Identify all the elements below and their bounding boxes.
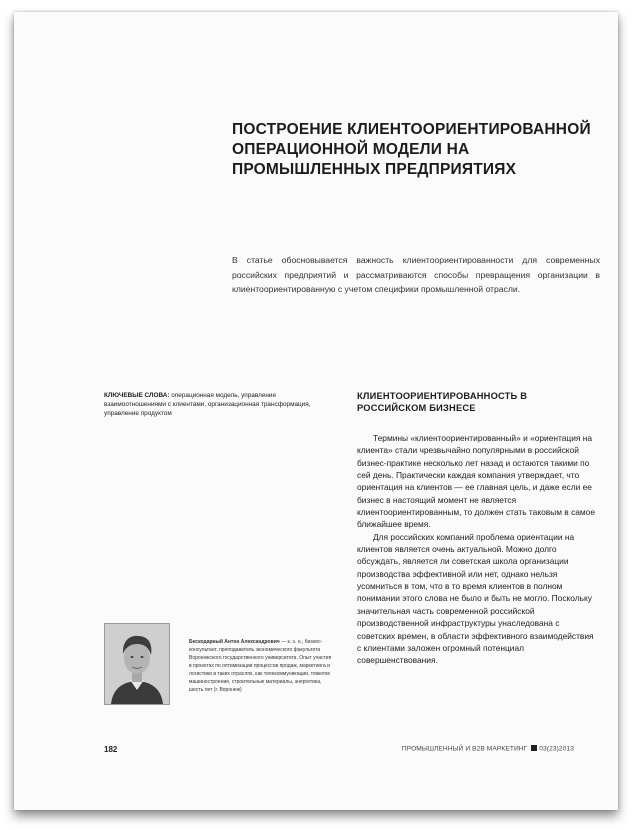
author-bio [189, 638, 334, 694]
author-photo [104, 623, 170, 705]
journal-name: ПРОМЫШЛЕННЫЙ И B2B МАРКЕТИНГ [401, 745, 528, 753]
article-abstract: В статье обосновывается важность клиентоориентированности для современных российских предприятий и рассматриваются способы превращения организации в клиентоориентированную с учетом специфики промышленной отрасли. [232, 255, 600, 294]
journal-footer [402, 745, 574, 753]
article-title: ПОСТРОЕНИЕ КЛИЕНТООРИЕНТИРОВАННОЙ ОПЕРАЦИОННОЙ МОДЕЛИ НА ПРОМЫШЛЕННЫХ ПРЕДПРИЯТИЯХ [232, 121, 591, 178]
author-portrait-icon [105, 624, 169, 704]
page-number: 182 [104, 745, 118, 754]
square-separator-icon [531, 745, 537, 751]
journal-page [14, 12, 618, 810]
keywords-block [104, 391, 334, 418]
keywords-text: операционная модель, управление взаимоотношениями с клиентами, организационная трансформация, управление продуктом [104, 392, 311, 417]
journal-issue: 03(23)2013 [539, 745, 574, 753]
author-description: — к. э. н., бизнес-консультант, преподаватель экономического факультета Воронежского государственного университета. Опыт участия в проектах по оптимизации процессов продаж, маркетинга и логистики в таких отраслях, как телекоммуникации, тяжелое машиностроение, строительные материалы, энергетика, шесть лет (г. Воронеж) [189, 639, 332, 693]
section-heading: КЛИЕНТООРИЕНТИРОВАННОСТЬ В РОССИЙСКОМ БИЗНЕСЕ [357, 391, 528, 413]
section-body [357, 432, 597, 667]
author-name: Бескодарный Антон Александрович [189, 639, 280, 645]
body-paragraph: Термины «клиентоориентированный» и «ориентация на клиента» стали чрезвычайно популярными в российской бизнес-практике несколько лет назад и остаются такими по сей день. Практически каждая компания утверждает, что ориентация на клиентов — ее главная цель, и даже если ее бизнес в настоящий момент не является клиентоориентированным, то должен стать таковым в самое ближайшее время. [357, 433, 595, 530]
body-paragraph: Для российских компаний проблема ориентации на клиентов является очень актуальной. Можно долго обсуждать, является ли советская школа организации производства эффективной или нет, однако нельзя усомниться в том, что в то время клиентов в полном понимании этого слова не было и быть не могло. Поскольку значительная часть современной российской производственной инфраструктуры унаследована с советских времен, в области эффективного взаимодействия с клиентами заложен огромный потенциал совершенствования. [357, 531, 594, 666]
keywords-label: КЛЮЧЕВЫЕ СЛОВА: [104, 392, 170, 399]
